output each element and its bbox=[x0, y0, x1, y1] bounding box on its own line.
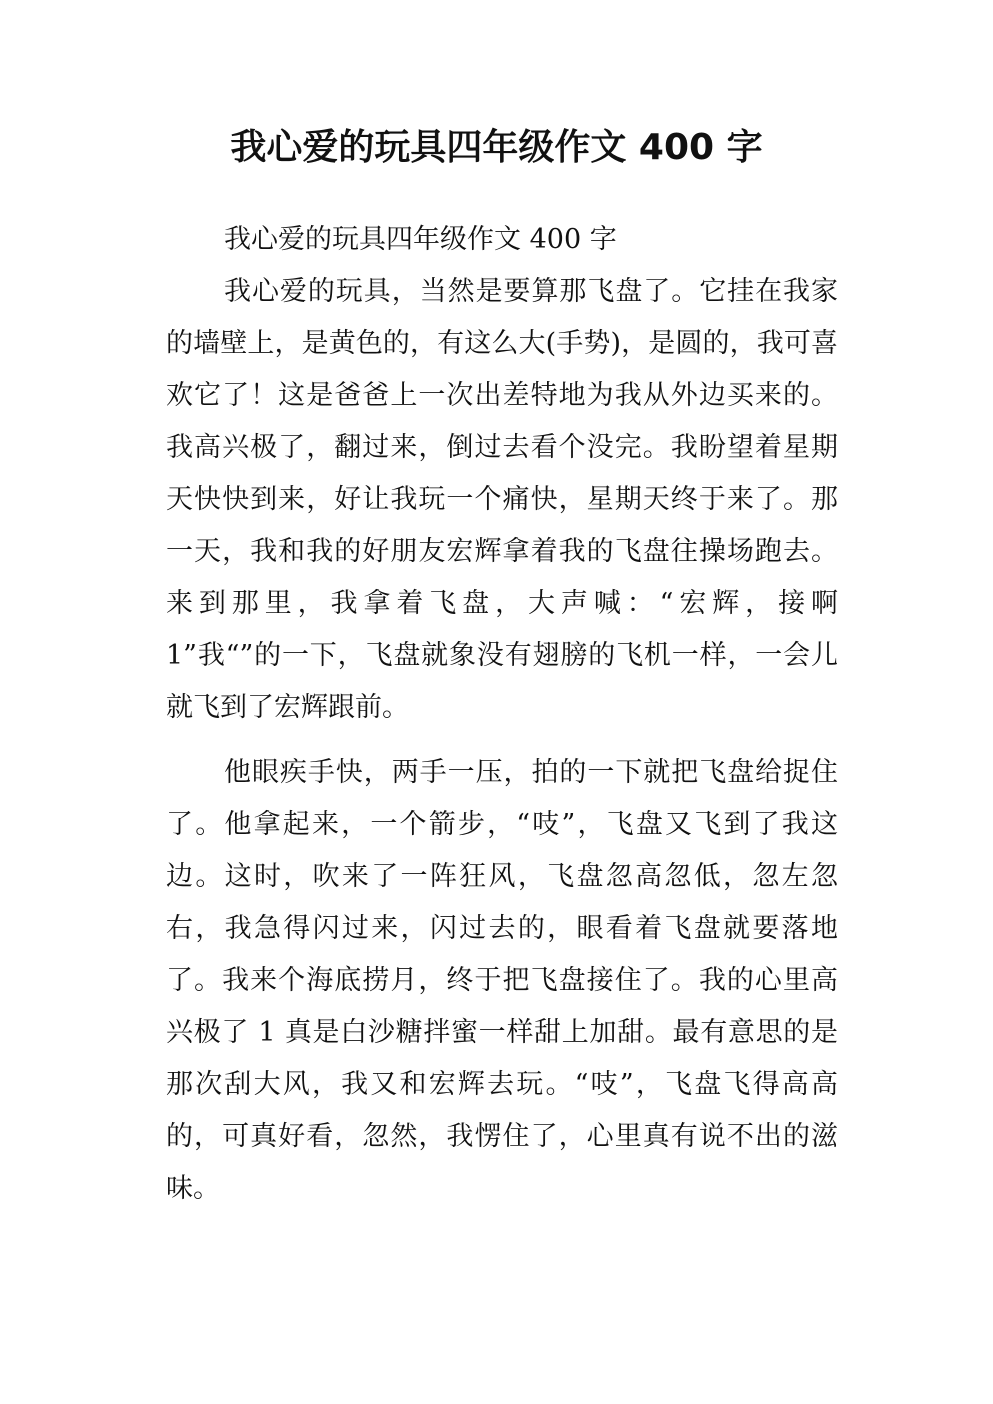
paragraph-1: 我心爱的玩具，当然是要算那飞盘了。它挂在我家的墙壁上，是黄色的，有这么大(手势)，是圆的，我可喜欢它了！这是爸爸上一次出差特地为我从外边买来的。我高兴极了，翻过来，倒过去看个没完。我盼望着星期天快快到来，好让我玩一个痛快，星期天终于来了。那一天，我和我的好朋友宏辉拿着我的飞盘往操场跑去。来到那里，我拿着飞盘，大声喊：“宏辉，接啊 1”我“”的一下，飞盘就象没有翅膀的飞机一样，一会儿就飞到了宏辉跟前。 bbox=[166, 276, 838, 723]
paragraph-2: 他眼疾手快，两手一压，拍的一下就把飞盘给捉住了。他拿起来，一个箭步，“吱”，飞盘又飞到了我这边。这时，吹来了一阵狂风，飞盘忽高忽低，忽左忽右，我急得闪过来，闪过去的，眼看着飞盘就要落地了。我来个海底捞月，终于把飞盘接住了。我的心里高兴极了 1 真是白沙糖拌蜜一样甜上加甜。最有意思的是那次刮大风，我又和宏辉去玩。“吱”，飞盘飞得高高的，可真好看，忽然，我愣住了，心里真有说不出的滋味。 bbox=[166, 757, 838, 1204]
document-title: 我心爱的玩具四年级作文 400 字 bbox=[230, 127, 763, 168]
paragraph-subtitle: 我心爱的玩具四年级作文 400 字 bbox=[224, 224, 617, 255]
document-body bbox=[166, 214, 838, 1215]
